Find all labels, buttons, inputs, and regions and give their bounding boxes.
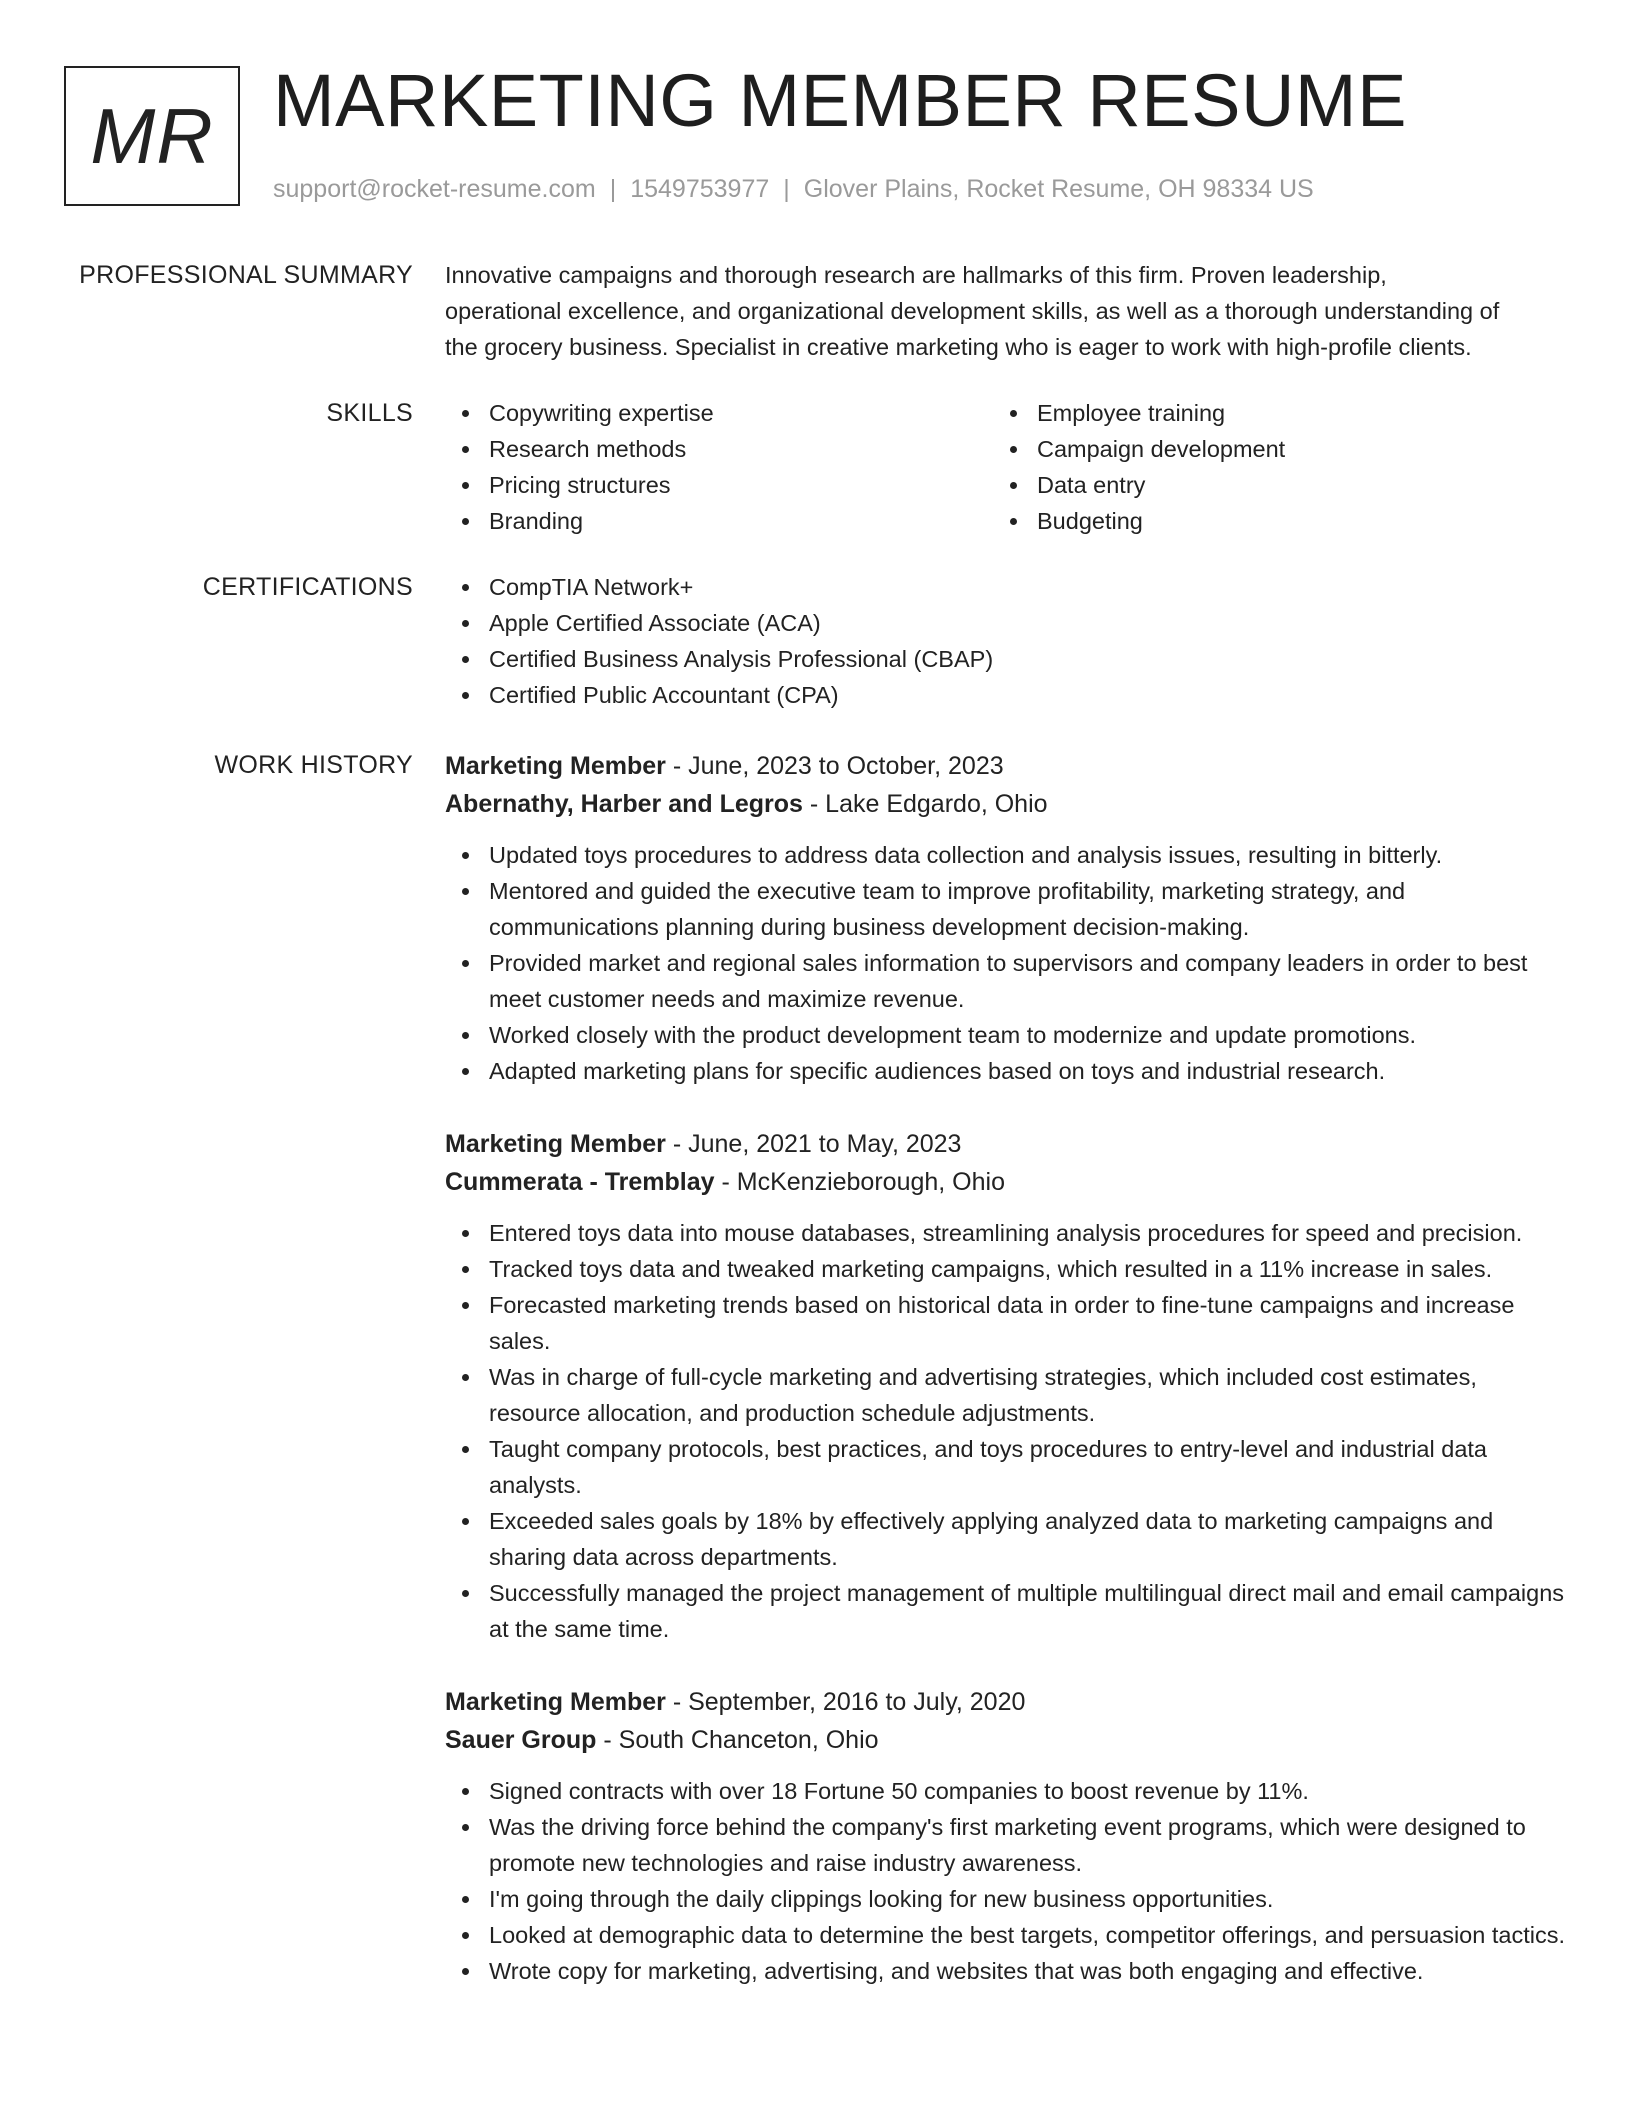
job-bullet: Exceeded sales goals by 18% by effectively applying analyzed data to marketing campaigns and sharing data across departments. — [445, 1503, 1565, 1575]
contact-email: support@rocket-resume.com — [273, 175, 596, 203]
certification-item: Apple Certified Associate (ACA) — [445, 605, 1565, 641]
summary-text — [445, 257, 1565, 365]
work-history-label: WORK HISTORY — [214, 751, 413, 779]
resume-title: MARKETING MEMBER RESUME — [273, 59, 1407, 142]
summary-line: the grocery business. Specialist in creative marketing who is eager to work with high-profile clients. — [445, 334, 1472, 360]
work-history-body — [445, 747, 1565, 1989]
skill-item: Campaign development — [993, 431, 1541, 467]
job-dates: - June, 2023 to October, 2023 — [665, 752, 1004, 780]
job-bullet: Taught company protocols, best practices, and toys procedures to entry-level and industrial data analysts. — [445, 1431, 1565, 1503]
certifications-list — [445, 569, 1565, 713]
job-title: Marketing Member — [445, 752, 666, 780]
summary-line: Innovative campaigns and thorough research are hallmarks of this firm. Proven leadership, — [445, 262, 1387, 288]
job-title-line — [445, 747, 1565, 785]
skill-item: Branding — [445, 503, 993, 539]
job-company: Cummerata - Tremblay — [445, 1168, 715, 1196]
job-bullet: Adapted marketing plans for specific audiences based on toys and industrial research. — [445, 1053, 1565, 1089]
job-bullet: Forecasted marketing trends based on historical data in order to fine-tune campaigns and increase sales. — [445, 1287, 1565, 1359]
job-bullets — [445, 1215, 1565, 1647]
job-entry — [445, 747, 1565, 1089]
job-entry — [445, 1125, 1565, 1647]
job-bullet: Was in charge of full-cycle marketing and advertising strategies, which included cost estimates, resource allocation, and production schedule adjustments. — [445, 1359, 1565, 1431]
job-company: Sauer Group — [445, 1726, 597, 1754]
monogram-logo: MR — [64, 66, 240, 206]
skill-item: Employee training — [993, 395, 1541, 431]
job-bullet: I'm going through the daily clippings looking for new business opportunities. — [445, 1881, 1565, 1917]
job-title: Marketing Member — [445, 1130, 666, 1158]
skill-item: Budgeting — [993, 503, 1541, 539]
skills-columns — [445, 395, 1565, 539]
job-bullet: Wrote copy for marketing, advertising, and websites that was both engaging and effective. — [445, 1953, 1565, 1989]
skill-item: Data entry — [993, 467, 1541, 503]
skill-item: Copywriting expertise — [445, 395, 993, 431]
certifications-label: CERTIFICATIONS — [202, 573, 413, 601]
job-entry — [445, 1683, 1565, 1989]
job-company-line — [445, 1163, 1565, 1201]
job-title-line — [445, 1125, 1565, 1163]
contact-line — [273, 172, 1314, 206]
certification-item: Certified Business Analysis Professional (CBAP) — [445, 641, 1565, 677]
skills-column-2 — [993, 395, 1541, 539]
job-bullet: Successfully managed the project management of multiple multilingual direct mail and email campaigns at the same time. — [445, 1575, 1565, 1647]
job-bullet: Updated toys procedures to address data collection and analysis issues, resulting in bitterly. — [445, 837, 1565, 873]
job-bullet: Entered toys data into mouse databases, streamlining analysis procedures for speed and precision. — [445, 1215, 1565, 1251]
job-bullet: Worked closely with the product development team to modernize and update promotions. — [445, 1017, 1565, 1053]
job-bullet: Looked at demographic data to determine the best targets, competitor offerings, and persuasion tactics. — [445, 1917, 1565, 1953]
job-bullets — [445, 837, 1565, 1089]
summary-line: operational excellence, and organizational development skills, as well as a thorough understanding of — [445, 298, 1500, 324]
contact-separator: | — [609, 175, 617, 203]
job-bullet: Mentored and guided the executive team to improve profitability, marketing strategy, and communications planning during business development decision-making. — [445, 873, 1565, 945]
summary-label: PROFESSIONAL SUMMARY — [79, 261, 413, 289]
job-bullets — [445, 1773, 1565, 1989]
job-title-line — [445, 1683, 1565, 1721]
certification-item: CompTIA Network+ — [445, 569, 1565, 605]
certification-item: Certified Public Accountant (CPA) — [445, 677, 1565, 713]
job-title: Marketing Member — [445, 1688, 666, 1716]
job-dates: - September, 2016 to July, 2020 — [665, 1688, 1026, 1716]
job-location: - McKenzieborough, Ohio — [714, 1168, 1005, 1196]
certifications-body — [445, 569, 1565, 713]
skill-item: Pricing structures — [445, 467, 993, 503]
job-bullet: Signed contracts with over 18 Fortune 50 companies to boost revenue by 11%. — [445, 1773, 1565, 1809]
job-company: Abernathy, Harber and Legros — [445, 790, 803, 818]
job-dates: - June, 2021 to May, 2023 — [665, 1130, 962, 1158]
contact-phone: 1549753977 — [630, 175, 770, 203]
job-bullet: Was the driving force behind the company's first marketing event programs, which were designed to promote new technologies and raise industry awareness. — [445, 1809, 1565, 1881]
contact-address: Glover Plains, Rocket Resume, OH 98334 US — [803, 175, 1314, 203]
job-company-line — [445, 785, 1565, 823]
skills-column-1 — [445, 395, 993, 539]
job-location: - Lake Edgardo, Ohio — [802, 790, 1048, 818]
contact-separator: | — [783, 175, 790, 203]
skill-item: Research methods — [445, 431, 993, 467]
skills-label: SKILLS — [326, 399, 413, 427]
job-bullet: Provided market and regional sales information to supervisors and company leaders in order to best meet customer needs and maximize revenue. — [445, 945, 1565, 1017]
job-bullet: Tracked toys data and tweaked marketing campaigns, which resulted in a 11% increase in sales. — [445, 1251, 1565, 1287]
job-company-line — [445, 1721, 1565, 1759]
job-location: - South Chanceton, Ohio — [596, 1726, 879, 1754]
